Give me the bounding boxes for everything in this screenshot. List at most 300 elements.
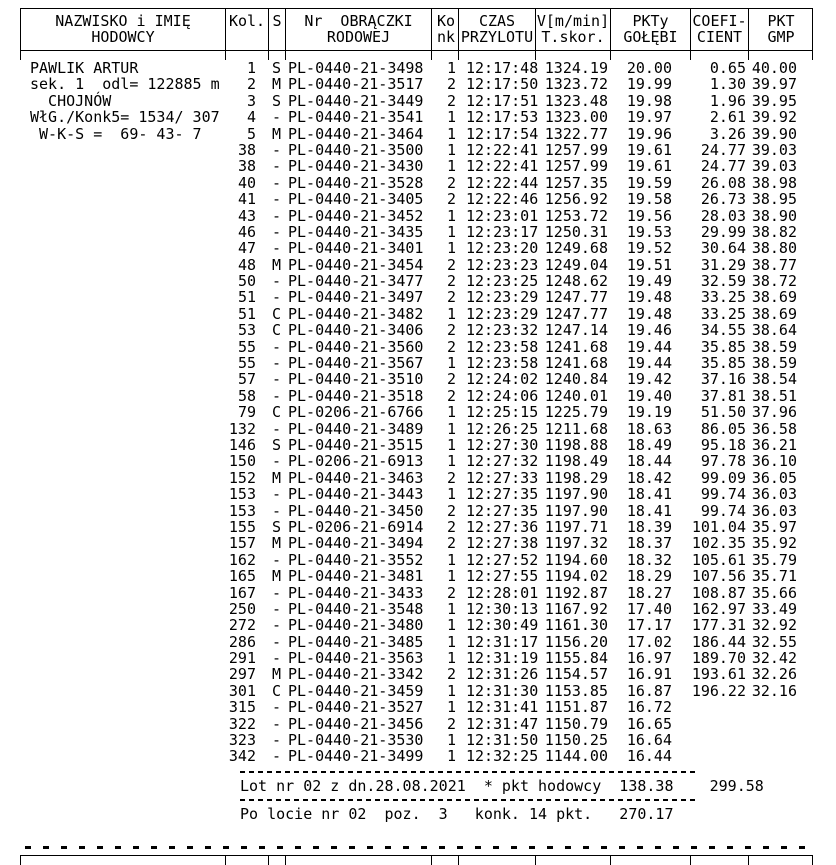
cell-s: - (271, 501, 282, 520)
cell-pkty: 19.42 (626, 370, 672, 389)
cell-gmp (748, 699, 812, 715)
next-table-stub (269, 856, 286, 865)
header-label-bottom: GOŁĘBI (623, 28, 678, 46)
cell-v: 1241.68 (544, 337, 608, 356)
cell-coef: 26.08 (700, 173, 746, 192)
header-label-top: S (272, 12, 282, 30)
cell-ring: PL-0440-21-3497 (288, 288, 424, 307)
cell-s: - (271, 108, 282, 127)
cell-ring: PL-0440-21-3489 (288, 419, 424, 438)
cell-ring: PL-0440-21-3552 (288, 550, 424, 569)
result-row (20, 503, 813, 519)
cell-czas: 12:17:51 (466, 91, 539, 110)
cell-hodowca (20, 421, 225, 437)
cell-kol: 155 (228, 517, 256, 536)
cell-konk: 1 (446, 485, 456, 504)
result-row (20, 470, 813, 486)
cell-gmp: 39.03 (751, 157, 797, 176)
cell-s: C (271, 403, 282, 422)
cell-gmp: 36.03 (751, 501, 797, 520)
cell-konk: 1 (446, 698, 456, 717)
cell-konk: 1 (446, 206, 456, 225)
cell-coef: 97.78 (700, 452, 746, 471)
cell-hodowca (20, 486, 225, 502)
cell-konk: 1 (446, 550, 456, 569)
cell-s: - (271, 222, 282, 241)
cell-czas: 12:30:13 (466, 599, 539, 618)
cell-kol: 157 (228, 534, 256, 553)
result-row (20, 371, 813, 387)
cell-pkty: 19.56 (626, 206, 672, 225)
cell-v: 1156.20 (544, 632, 608, 651)
next-table-stub (21, 856, 226, 865)
cell-hodowca (20, 732, 225, 748)
cell-s: M (271, 255, 282, 274)
cell-hodowca (20, 519, 225, 535)
header-label-bottom: HODOWCY (91, 28, 155, 46)
cell-coef: 0.65 (709, 59, 746, 77)
cell-gmp: 38.69 (751, 288, 797, 307)
column-header-ring (286, 9, 432, 50)
result-row (20, 60, 813, 76)
next-table-stub (611, 856, 691, 865)
cell-ring: PL-0440-21-3528 (288, 173, 424, 192)
cell-coef: 1.30 (709, 75, 746, 94)
cell-pkty: 16.65 (626, 714, 672, 733)
cell-gmp: 35.92 (751, 534, 797, 553)
result-row (20, 191, 813, 207)
cell-pkty: 20.00 (626, 59, 672, 77)
cell-hodowca (20, 404, 225, 420)
cell-konk: 2 (446, 337, 456, 356)
result-row (20, 126, 813, 142)
cell-ring: PL-0440-21-3494 (288, 534, 424, 553)
cell-s: S (271, 91, 282, 110)
cell-konk: 2 (446, 665, 456, 684)
result-row (20, 748, 813, 764)
cell-ring: PL-0440-21-3459 (288, 681, 424, 700)
result-row (20, 716, 813, 732)
cell-czas: 12:23:29 (466, 304, 539, 323)
cell-konk: 1 (446, 222, 456, 241)
cell-kol: 55 (237, 354, 256, 373)
cell-v: 1198.88 (544, 435, 608, 454)
result-row (20, 552, 813, 568)
cell-czas: 12:31:30 (466, 681, 539, 700)
cell-s: - (271, 485, 282, 504)
cell-kol: 301 (228, 681, 256, 700)
cell-kol: 167 (228, 583, 256, 602)
cell-konk: 2 (446, 370, 456, 389)
result-row (20, 650, 813, 666)
cell-coef: 30.64 (700, 239, 746, 258)
result-row (20, 388, 813, 404)
cell-konk: 2 (446, 583, 456, 602)
header-label-bottom: RODOWEJ (326, 28, 391, 46)
cell-v: 1197.32 (544, 534, 608, 553)
header-label-bottom: T.skor. (541, 28, 605, 46)
column-header-czas (459, 9, 536, 50)
cell-s: - (271, 452, 282, 471)
column-header-v (536, 9, 611, 50)
result-row (20, 142, 813, 158)
cell-czas: 12:23:32 (466, 321, 539, 340)
cell-pkty: 19.59 (626, 173, 672, 192)
cell-coef: 105.61 (691, 550, 746, 569)
cell-coef: 86.05 (700, 419, 746, 438)
cell-s: M (271, 75, 282, 94)
cell-czas: 12:23:58 (466, 337, 539, 356)
cell-czas: 12:31:26 (466, 665, 539, 684)
cell-konk: 1 (446, 124, 456, 143)
cell-pkty: 19.48 (626, 288, 672, 307)
cell-ring: PL-0440-21-3443 (288, 485, 424, 504)
cell-czas: 12:17:48 (466, 59, 539, 77)
cell-konk: 2 (446, 75, 456, 94)
cell-coef (690, 748, 748, 764)
cell-s: S (271, 59, 282, 77)
next-table-stub (691, 856, 749, 865)
cell-pkty: 17.02 (626, 632, 672, 651)
result-row (20, 339, 813, 355)
cell-kol: 4 (246, 108, 256, 127)
result-row (20, 601, 813, 617)
cell-konk: 1 (446, 452, 456, 471)
cell-ring: PL-0440-21-3541 (288, 108, 424, 127)
cell-gmp: 37.96 (751, 403, 797, 422)
cell-czas: 12:23:20 (466, 239, 539, 258)
cell-hodowca (20, 355, 225, 371)
cell-s: - (271, 337, 282, 356)
cell-v: 1194.02 (544, 567, 608, 586)
cell-konk: 1 (446, 599, 456, 618)
cell-coef: 189.70 (691, 649, 746, 668)
result-row (20, 519, 813, 535)
cell-coef: 108.87 (691, 583, 746, 602)
cell-hodowca (20, 224, 225, 240)
header-label-top: CZAS (478, 12, 516, 30)
cell-pkty: 19.98 (626, 91, 672, 110)
column-header-kol (226, 9, 269, 50)
cell-pkty: 17.40 (626, 599, 672, 618)
cell-czas: 12:22:41 (466, 157, 539, 176)
cell-v: 1197.90 (544, 485, 608, 504)
cell-czas: 12:22:41 (466, 140, 539, 159)
cell-coef: 99.74 (700, 485, 746, 504)
cell-czas: 12:31:19 (466, 649, 539, 668)
cell-coef: 1.96 (709, 91, 746, 110)
cell-czas: 12:23:29 (466, 288, 539, 307)
cell-s: - (271, 173, 282, 192)
po-locie-line: Po locie nr 02 poz. 3 konk. 14 pkt. 270.17 (240, 804, 674, 823)
cell-czas: 12:22:46 (466, 190, 539, 209)
result-row (20, 175, 813, 191)
cell-konk: 1 (446, 354, 456, 373)
cell-pkty: 18.29 (626, 567, 672, 586)
cell-coef: 107.56 (691, 567, 746, 586)
result-row (20, 76, 813, 92)
cell-hodowca (20, 535, 225, 551)
cell-czas: 12:28:01 (466, 583, 539, 602)
cell-s: - (271, 419, 282, 438)
cell-hodowca (20, 388, 225, 404)
cell-coef: 101.04 (691, 517, 746, 536)
cell-s: C (271, 321, 282, 340)
cell-gmp: 38.64 (751, 321, 797, 340)
next-table-stub (226, 856, 269, 865)
cell-konk: 2 (446, 386, 456, 405)
cell-czas: 12:23:01 (466, 206, 539, 225)
column-header-hodowca (21, 9, 226, 50)
column-header-s (269, 9, 286, 50)
cell-v: 1250.31 (544, 222, 608, 241)
cell-coef: 186.44 (691, 632, 746, 651)
cell-coef: 177.31 (691, 616, 746, 635)
cell-coef: 37.81 (700, 386, 746, 405)
cell-ring: PL-0440-21-3452 (288, 206, 424, 225)
cell-ring: PL-0440-21-3464 (288, 124, 424, 143)
cell-hodowca (20, 289, 225, 305)
cell-czas: 12:23:25 (466, 272, 539, 291)
cell-v: 1151.87 (544, 698, 608, 717)
cell-ring: PL-0440-21-3499 (288, 747, 424, 766)
results-table (20, 8, 813, 865)
cell-s: C (271, 681, 282, 700)
column-header-gmp (749, 9, 813, 50)
cell-konk: 2 (446, 517, 456, 536)
cell-czas: 12:23:17 (466, 222, 539, 241)
cell-hodowca: PAWLIK ARTUR (30, 59, 139, 77)
cell-s: - (271, 616, 282, 635)
cell-gmp: 38.51 (751, 386, 797, 405)
result-row (20, 273, 813, 289)
cell-hodowca (20, 257, 225, 273)
next-table-stub (432, 856, 459, 865)
cell-pkty: 19.61 (626, 140, 672, 159)
cell-czas: 12:23:23 (466, 255, 539, 274)
cell-pkty: 19.19 (626, 403, 672, 422)
result-row (20, 158, 813, 174)
cell-hodowca (20, 175, 225, 191)
cell-czas: 12:30:49 (466, 616, 539, 635)
cell-coef: 95.18 (700, 435, 746, 454)
cell-ring: PL-0440-21-3515 (288, 435, 424, 454)
cell-pkty: 16.44 (626, 747, 672, 766)
cell-coef: 3.26 (709, 124, 746, 143)
cell-kol: 5 (246, 124, 256, 143)
cell-s: - (271, 288, 282, 307)
cell-hodowca (20, 634, 225, 650)
cell-kol: 58 (237, 386, 256, 405)
header-label-top: V[m/min] (536, 12, 610, 30)
cell-hodowca (20, 208, 225, 224)
cell-kol: 40 (237, 173, 256, 192)
cell-s: - (271, 649, 282, 668)
cell-coef: 33.25 (700, 304, 746, 323)
result-row (20, 617, 813, 633)
header-label-top: COEFI- (692, 12, 747, 30)
cell-czas: 12:23:58 (466, 354, 539, 373)
result-row (20, 683, 813, 699)
cell-konk: 1 (446, 59, 456, 77)
cell-czas: 12:31:41 (466, 698, 539, 717)
cell-gmp: 38.77 (751, 255, 797, 274)
cell-ring: PL-0440-21-3517 (288, 75, 424, 94)
cell-pkty: 18.49 (626, 435, 672, 454)
cell-hodowca (20, 568, 225, 584)
cell-konk: 2 (446, 255, 456, 274)
cell-kol: 132 (228, 419, 256, 438)
cell-ring: PL-0440-21-3481 (288, 567, 424, 586)
header-label-top: PKTy (632, 12, 669, 30)
result-row (20, 535, 813, 551)
cell-gmp: 38.59 (751, 354, 797, 373)
cell-coef: 33.25 (700, 288, 746, 307)
cell-kol: 272 (228, 616, 256, 635)
cell-coef: 24.77 (700, 157, 746, 176)
cell-hodowca (20, 240, 225, 256)
cell-hodowca: CHOJNÓW (30, 91, 112, 110)
cell-coef: 32.59 (700, 272, 746, 291)
cell-s: - (271, 731, 282, 750)
cell-ring: PL-0206-21-6766 (288, 403, 424, 422)
cell-coef (690, 732, 748, 748)
cell-coef: 196.22 (691, 681, 746, 700)
cell-coef: 102.35 (691, 534, 746, 553)
cell-v: 1161.30 (544, 616, 608, 635)
cell-czas: 12:25:15 (466, 403, 539, 422)
cell-hodowca (20, 699, 225, 715)
cell-czas: 12:27:36 (466, 517, 539, 536)
cell-kol: 38 (237, 157, 256, 176)
header-label-top: Nr OBRĄCZKI (304, 12, 413, 30)
header-label-bottom (269, 29, 285, 45)
cell-s: S (271, 517, 282, 536)
cell-czas: 12:32:25 (466, 747, 539, 766)
cell-czas: 12:31:50 (466, 731, 539, 750)
cell-coef: 162.97 (691, 599, 746, 618)
cell-v: 1225.79 (544, 403, 608, 422)
result-row (20, 666, 813, 682)
cell-s: - (271, 599, 282, 618)
header-label-bottom: PRZYLOTU (460, 28, 534, 46)
cell-kol: 322 (228, 714, 256, 733)
cell-s: - (271, 370, 282, 389)
cell-s: - (271, 386, 282, 405)
result-row (20, 732, 813, 748)
cell-pkty: 18.27 (626, 583, 672, 602)
cell-kol: 323 (228, 731, 256, 750)
cell-pkty: 18.39 (626, 517, 672, 536)
cell-s: - (271, 632, 282, 651)
result-row (20, 240, 813, 256)
cell-konk: 2 (446, 288, 456, 307)
cell-coef: 28.03 (700, 206, 746, 225)
cell-hodowca (20, 552, 225, 568)
cell-coef: 31.29 (700, 255, 746, 274)
cell-s: M (271, 468, 282, 487)
cell-gmp: 38.59 (751, 337, 797, 356)
cell-czas: 12:27:35 (466, 501, 539, 520)
cell-kol: 165 (228, 567, 256, 586)
header-label-top: PKT (767, 12, 795, 30)
cell-czas: 12:27:30 (466, 435, 539, 454)
cell-gmp: 38.90 (751, 206, 797, 225)
cell-ring: PL-0206-21-6913 (288, 452, 424, 471)
cell-coef: 35.85 (700, 337, 746, 356)
column-header-pkty (611, 9, 691, 50)
cell-ring: PL-0440-21-3530 (288, 731, 424, 750)
header-label-top: Ko (437, 12, 456, 30)
cell-hodowca (20, 142, 225, 158)
cell-kol: 297 (228, 665, 256, 684)
result-row (20, 93, 813, 109)
cell-v: 1197.90 (544, 501, 608, 520)
separator-dotted (25, 846, 811, 849)
cell-v: 1257.99 (544, 157, 608, 176)
cell-ring: PL-0440-21-3510 (288, 370, 424, 389)
cell-ring: PL-0440-21-3527 (288, 698, 424, 717)
cell-v: 1240.84 (544, 370, 608, 389)
cell-s: - (271, 272, 282, 291)
cell-kol: 47 (237, 239, 256, 258)
cell-kol: 43 (237, 206, 256, 225)
cell-gmp: 36.10 (751, 452, 797, 471)
cell-ring: PL-0440-21-3485 (288, 632, 424, 651)
result-row (20, 453, 813, 469)
cell-kol: 146 (228, 435, 256, 454)
result-row (20, 437, 813, 453)
cell-pkty: 19.58 (626, 190, 672, 209)
cell-coef (690, 699, 748, 715)
result-row (20, 585, 813, 601)
cell-gmp: 35.79 (751, 550, 797, 569)
cell-gmp: 35.97 (751, 517, 797, 536)
cell-kol: 38 (237, 140, 256, 159)
cell-czas: 12:27:38 (466, 534, 539, 553)
cell-konk: 1 (446, 632, 456, 651)
cell-ring: PL-0440-21-3430 (288, 157, 424, 176)
cell-ring: PL-0440-21-3450 (288, 501, 424, 520)
cell-pkty: 16.97 (626, 649, 672, 668)
result-row (20, 322, 813, 338)
cell-ring: PL-0440-21-3567 (288, 354, 424, 373)
cell-coef: 26.73 (700, 190, 746, 209)
cell-coef: 35.85 (700, 354, 746, 373)
table-body (20, 60, 813, 765)
cell-kol: 41 (237, 190, 256, 209)
cell-hodowca (20, 437, 225, 453)
result-row (20, 568, 813, 584)
cell-gmp: 32.92 (751, 616, 797, 635)
cell-coef: 24.77 (700, 140, 746, 159)
cell-s: - (271, 157, 282, 176)
cell-konk: 1 (446, 239, 456, 258)
cell-kol: 250 (228, 599, 256, 618)
next-table-stubs (20, 856, 813, 865)
cell-v: 1323.00 (544, 108, 608, 127)
separator-dashed-top (240, 771, 698, 773)
cell-hodowca (20, 666, 225, 682)
cell-czas: 12:17:53 (466, 108, 539, 127)
cell-s: - (271, 550, 282, 569)
cell-coef: 193.61 (691, 665, 746, 684)
cell-konk: 2 (446, 190, 456, 209)
cell-czas: 12:27:52 (466, 550, 539, 569)
cell-v: 1150.79 (544, 714, 608, 733)
cell-pkty: 19.48 (626, 304, 672, 323)
cell-hodowca (20, 191, 225, 207)
